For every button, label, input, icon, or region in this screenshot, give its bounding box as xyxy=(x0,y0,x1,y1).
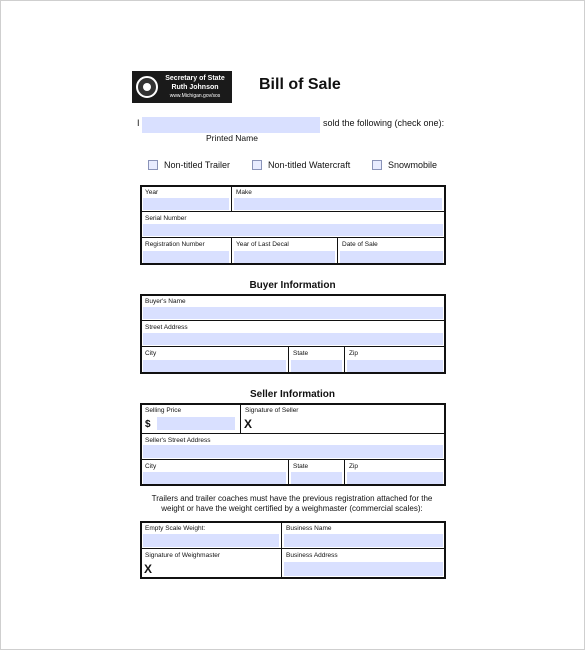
make-input[interactable] xyxy=(234,198,442,210)
checkbox-label: Snowmobile xyxy=(388,160,438,170)
buyer-city-cell xyxy=(141,347,288,373)
buyer-street-cell xyxy=(141,321,445,346)
buyer-section-title: Buyer Information xyxy=(249,280,336,291)
seller-signature-cell xyxy=(241,404,445,433)
make-label: Make xyxy=(236,189,252,196)
business-name-label: Business Name xyxy=(286,525,332,532)
year-last-decal-input[interactable] xyxy=(234,251,335,263)
business-address-cell xyxy=(282,549,445,578)
logo-line-1: Secretary of State xyxy=(165,75,225,82)
checkbox-snowmobile[interactable] xyxy=(372,160,437,170)
weighmaster-signature-label: Signature of Weighmaster xyxy=(145,552,221,559)
year-last-decal-label: Year of Last Decal xyxy=(236,241,289,248)
logo-line-2: Ruth Johnson xyxy=(171,84,219,91)
registration-cell xyxy=(141,238,231,264)
buyer-name-label: Buyer's Name xyxy=(145,298,186,305)
business-address-input[interactable] xyxy=(284,562,443,576)
business-name-input[interactable] xyxy=(284,534,443,547)
weight-note: Trailers and trailer coaches must have the previous registration attached for the weight or have the weight certified by a weighmaster (commercial scales): xyxy=(151,494,433,513)
checkbox-icon[interactable] xyxy=(372,160,382,170)
buyer-city-input[interactable] xyxy=(143,360,286,372)
buyer-street-input[interactable] xyxy=(143,333,443,345)
year-input[interactable] xyxy=(143,198,229,210)
date-of-sale-cell xyxy=(338,238,445,264)
empty-weight-cell xyxy=(141,522,281,548)
seller-state-label: State xyxy=(293,463,309,470)
buyer-name-input[interactable] xyxy=(143,307,443,319)
seller-state-cell xyxy=(289,460,344,485)
printed-name-input[interactable] xyxy=(142,117,320,133)
state-seal-icon xyxy=(136,76,158,98)
checkbox-non-titled-watercraft[interactable] xyxy=(252,160,350,170)
date-of-sale-input[interactable] xyxy=(340,251,443,263)
seller-zip-input[interactable] xyxy=(347,472,443,484)
seller-zip-label: Zip xyxy=(349,463,359,470)
seller-street-input[interactable] xyxy=(143,445,443,458)
registration-number-input[interactable] xyxy=(143,251,229,263)
buyer-city-label: City xyxy=(145,350,157,357)
checkbox-label: Non-titled Trailer xyxy=(164,160,231,170)
seller-zip-cell xyxy=(345,460,445,485)
seller-city-label: City xyxy=(145,463,157,470)
intro-prefix: I xyxy=(137,118,140,128)
seller-street-label: Seller's Street Address xyxy=(145,437,211,444)
printed-name-label: Printed Name xyxy=(206,133,258,143)
selling-price-label: Selling Price xyxy=(145,407,182,414)
selling-price-cell xyxy=(141,404,240,433)
decal-cell xyxy=(232,238,337,264)
buyer-street-label: Street Address xyxy=(145,324,188,331)
empty-weight-label: Empty Scale Weight: xyxy=(145,525,206,532)
buyer-state-input[interactable] xyxy=(291,360,342,372)
seller-city-cell xyxy=(141,460,288,485)
checkbox-non-titled-trailer[interactable] xyxy=(148,160,230,170)
empty-weight-input[interactable] xyxy=(143,534,279,547)
weighmaster-signature-x: X xyxy=(144,562,153,576)
seller-street-cell xyxy=(141,434,445,459)
serial-number-label: Serial Number xyxy=(145,215,187,222)
seller-state-input[interactable] xyxy=(291,472,342,484)
buyer-state-label: State xyxy=(293,350,309,357)
checkbox-icon[interactable] xyxy=(252,160,262,170)
year-label: Year xyxy=(145,189,159,196)
weighmaster-signature-cell xyxy=(141,549,281,578)
checkbox-icon[interactable] xyxy=(148,160,158,170)
seller-signature-x: X xyxy=(244,417,253,431)
seller-city-input[interactable] xyxy=(143,472,286,484)
serial-number-input[interactable] xyxy=(143,224,443,236)
date-of-sale-label: Date of Sale xyxy=(342,241,378,248)
make-cell xyxy=(232,186,445,211)
secretary-of-state-logo xyxy=(132,71,232,103)
seller-section-title: Seller Information xyxy=(249,389,335,400)
registration-number-label: Registration Number xyxy=(145,241,205,248)
logo-line-3: www.Michigan.gov/sos xyxy=(169,93,221,99)
page-title: Bill of Sale xyxy=(259,76,341,93)
buyer-state-cell xyxy=(289,347,344,373)
business-address-label: Business Address xyxy=(286,552,338,559)
year-cell xyxy=(141,186,231,211)
checkbox-label: Non-titled Watercraft xyxy=(268,160,351,170)
buyer-zip-label: Zip xyxy=(349,350,359,357)
buyer-zip-cell xyxy=(345,347,445,373)
seller-signature-label: Signature of Seller xyxy=(245,407,299,414)
buyer-zip-input[interactable] xyxy=(347,360,443,372)
business-name-cell xyxy=(282,522,445,548)
dollar-sign: $ xyxy=(145,419,151,430)
buyer-name-cell xyxy=(141,295,445,320)
serial-cell xyxy=(141,212,445,237)
selling-price-input[interactable] xyxy=(157,417,235,430)
intro-suffix: sold the following (check one): xyxy=(323,118,445,128)
